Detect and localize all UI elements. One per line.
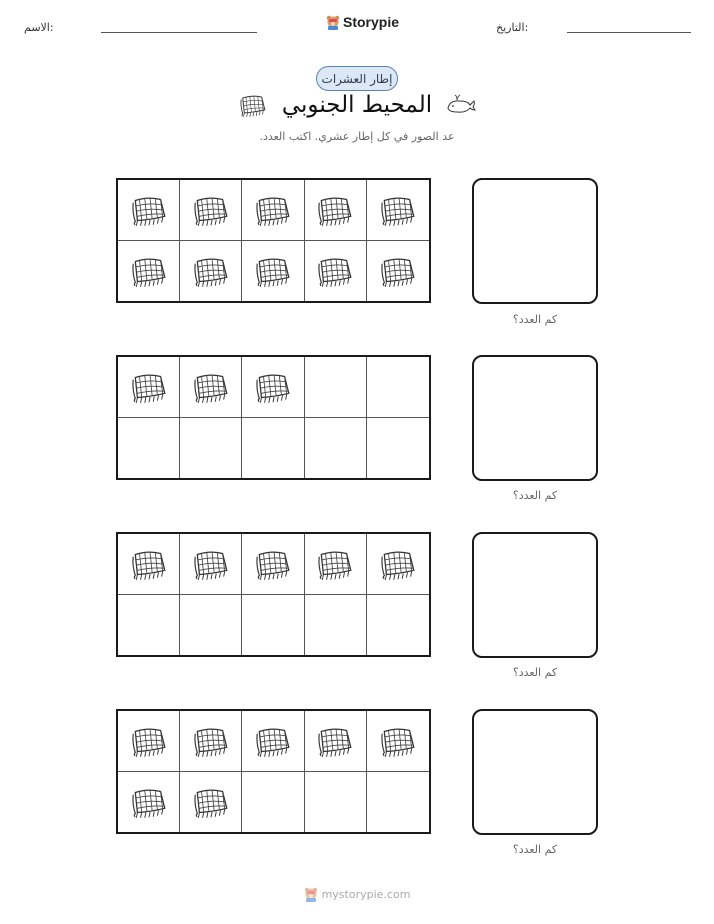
- blanket-icon: [191, 370, 231, 404]
- name-line[interactable]: [101, 32, 257, 33]
- blanket-icon: [253, 547, 293, 581]
- frame-cell: [305, 418, 367, 479]
- answer-prompt-1: كم العدد؟: [512, 313, 558, 326]
- blanket-icon: [315, 724, 355, 758]
- blanket-icon: [253, 370, 293, 404]
- frame-cell: [305, 241, 367, 302]
- frame-cell: [118, 180, 180, 241]
- bear-logo-icon: [304, 886, 318, 902]
- frame-cell: [367, 595, 429, 656]
- ten-frame-1: [116, 178, 431, 303]
- frame-cell: [305, 180, 367, 241]
- frame-cell: [180, 772, 242, 833]
- frame-cell: [118, 418, 180, 479]
- blanket-icon: [129, 724, 169, 758]
- frame-cell: [180, 180, 242, 241]
- blanket-icon: [253, 193, 293, 227]
- frame-cell: [180, 711, 242, 772]
- blanket-icon: [315, 254, 355, 288]
- blanket-icon: [378, 254, 418, 288]
- frame-cell: [305, 357, 367, 418]
- frame-cell: [367, 772, 429, 833]
- frame-cell: [118, 534, 180, 595]
- frame-cell: [118, 357, 180, 418]
- name-label: الاسم:: [24, 21, 54, 34]
- frame-cell: [180, 595, 242, 656]
- blanket-icon: [191, 547, 231, 581]
- frame-cell: [180, 241, 242, 302]
- blanket-icon: [191, 193, 231, 227]
- frame-cell: [180, 357, 242, 418]
- frame-cell: [367, 241, 429, 302]
- frame-cell: [242, 241, 304, 302]
- frame-cell: [305, 711, 367, 772]
- brand-name: Storypie: [343, 14, 400, 30]
- blanket-icon: [129, 254, 169, 288]
- frame-cell: [305, 772, 367, 833]
- frame-cell: [305, 534, 367, 595]
- blanket-icon: [238, 92, 268, 118]
- blanket-icon: [191, 724, 231, 758]
- frame-cell: [242, 357, 304, 418]
- frame-cell: [242, 711, 304, 772]
- answer-box-4[interactable]: [472, 709, 598, 835]
- date-label: التاريخ:: [496, 21, 529, 34]
- topic-badge: إطار العشرات: [316, 66, 398, 91]
- blanket-icon: [129, 547, 169, 581]
- frame-cell: [118, 241, 180, 302]
- blanket-icon: [191, 785, 231, 819]
- instructions: عد الصور في كل إطار عشري. اكتب العدد.: [259, 130, 455, 143]
- answer-prompt-3: كم العدد؟: [512, 666, 558, 679]
- footer-url: mystorypie.com: [321, 887, 411, 901]
- answer-prompt-2: كم العدد؟: [512, 489, 558, 502]
- frame-cell: [367, 534, 429, 595]
- answer-box-2[interactable]: [472, 355, 598, 481]
- blanket-icon: [253, 724, 293, 758]
- blanket-icon: [315, 193, 355, 227]
- blanket-icon: [191, 254, 231, 288]
- ten-frame-4: [116, 709, 431, 834]
- brand-logo: [326, 14, 399, 30]
- blanket-icon: [378, 724, 418, 758]
- blanket-icon: [378, 547, 418, 581]
- frame-cell: [242, 534, 304, 595]
- frame-cell: [305, 595, 367, 656]
- answer-box-1[interactable]: [472, 178, 598, 304]
- blanket-icon: [129, 370, 169, 404]
- whale-icon: [446, 94, 476, 116]
- frame-cell: [118, 711, 180, 772]
- bear-logo-icon: [326, 14, 340, 30]
- frame-cell: [367, 711, 429, 772]
- frame-cell: [180, 418, 242, 479]
- frame-cell: [367, 418, 429, 479]
- blanket-icon: [253, 254, 293, 288]
- page-title: المحيط الجنوبي: [281, 92, 433, 118]
- title-row: [200, 92, 514, 118]
- frame-cell: [367, 357, 429, 418]
- answer-box-3[interactable]: [472, 532, 598, 658]
- blanket-icon: [378, 193, 418, 227]
- footer: [0, 886, 714, 902]
- frame-cell: [242, 772, 304, 833]
- frame-cell: [118, 595, 180, 656]
- frame-cell: [118, 772, 180, 833]
- date-line[interactable]: [567, 32, 691, 33]
- frame-cell: [180, 534, 242, 595]
- frame-cell: [242, 595, 304, 656]
- blanket-icon: [315, 547, 355, 581]
- ten-frame-3: [116, 532, 431, 657]
- blanket-icon: [129, 193, 169, 227]
- ten-frame-2: [116, 355, 431, 480]
- answer-prompt-4: كم العدد؟: [512, 843, 558, 856]
- frame-cell: [367, 180, 429, 241]
- blanket-icon: [129, 785, 169, 819]
- frame-cell: [242, 418, 304, 479]
- frame-cell: [242, 180, 304, 241]
